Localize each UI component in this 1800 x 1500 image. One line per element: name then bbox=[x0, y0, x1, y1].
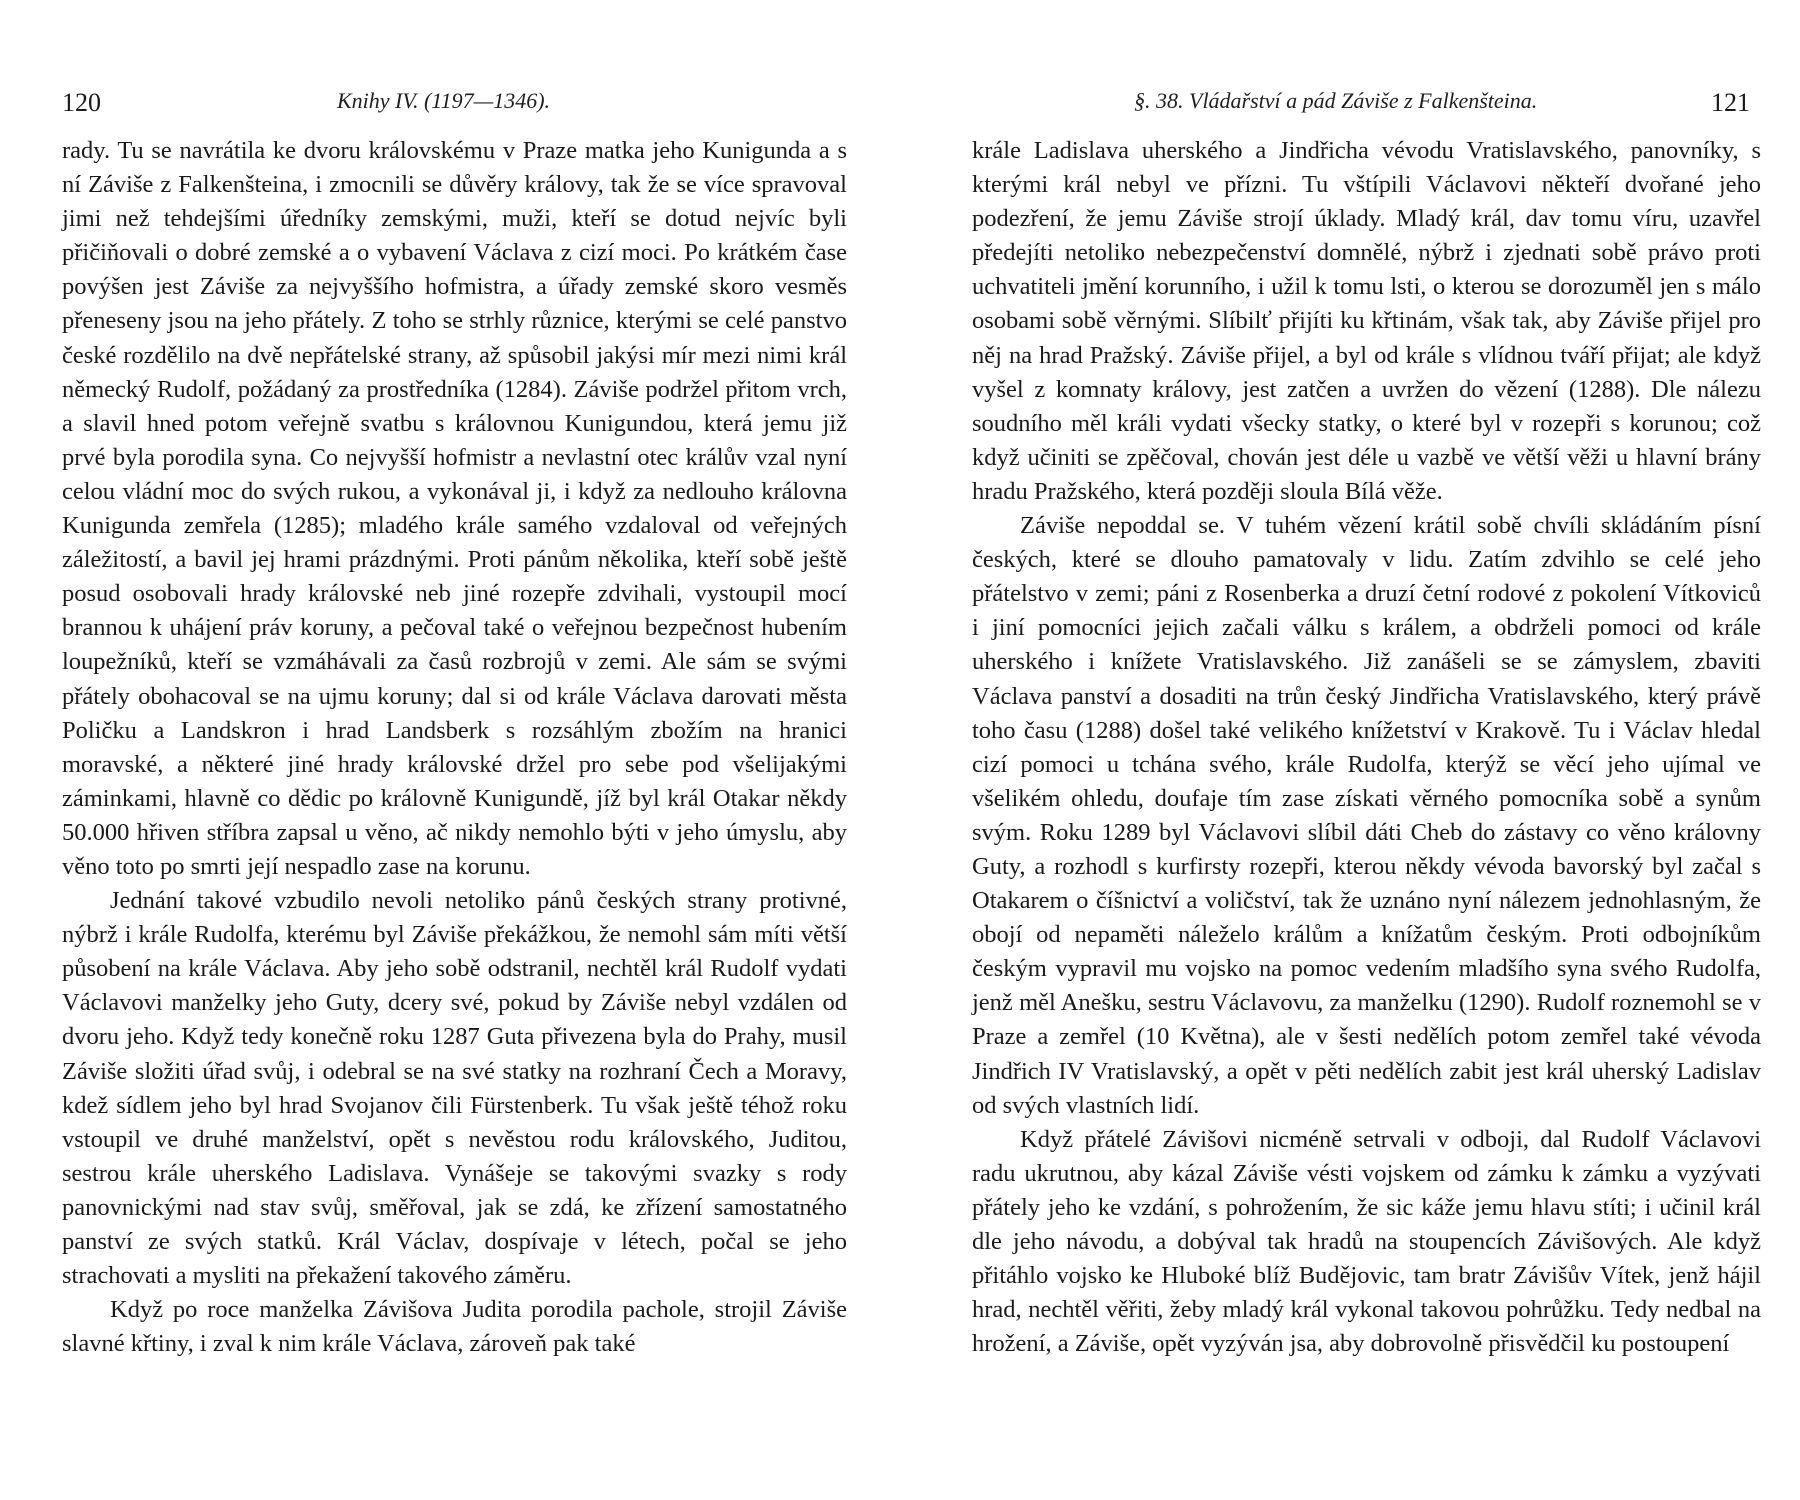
page-number: 120 bbox=[62, 88, 101, 117]
running-head: §. 38. Vládařství a pád Záviše z Falkenšteina. bbox=[1134, 88, 1538, 113]
paragraph: Když přátelé Závišovi nicméně setrvali v odboji, dal Rudolf Václavovi radu ukrutnou, aby kázal Záviše vésti vojskem od zámku k zámku a vyzývati přátely jeho ke vzdání, s pohrožením, že sic káže jemu hlavu stíti; i učinil král dle jeho návodu, a dobýval tak hradů na stoupencích Závišových. Ale když přitáhlo vojsko ke Hluboké blíž Budějovic, tam bratr Závišův Vítek, jenž hájil hrad, nechtěl věřiti, žeby mladý král vykonal takovou pohrůžku. Tedy nedbal na hrožení, a Záviše, opět vyzýván jsa, aby dobrovolně přisvědčil ku postoupení bbox=[972, 1125, 1761, 1358]
paragraph: Když po roce manželka Závišova Judita porodila pachole, strojil Záviše slavné křtiny, i zval k nim krále Václava, zároveň pak také bbox=[62, 1296, 847, 1358]
paragraph: rady. Tu se navrátila ke dvoru královskému v Praze matka jeho Kunigunda a s ní Záviše z Falkenšteina, i zmocnili se důvěry královy, tak že se více spravoval jimi než tehdejšími úředníky zemskými, muži, kteří se dotud nejvíc byli přičiňovali o dobré zemské a o vybavení Václava z cizí moci. Po krátkém čase povýšen jest Záviše za nejvyššího hofmistra, a úřady zemské skoro vesměs přeneseny jsou na jeho přátely. Z toho se strhly různice, kterými se celé panstvo české rozdělilo na dvě nepřátelské strany, až spůsobil jakýsi mír mezi nimi král německý Rudolf, požádaný za prostředníka (1284). Záviše podržel přitom vrch, a slavil hned potom veřejně svatbu s královnou Kunigundou, která jemu již prvé byla porodila syna. Co nejvyšší hofmistr a nevlastní otec králův vzal nyní celou vládní moc do svých rukou, a vykonával ji, i když za nedlouho královna Kunigunda zemřela (1285); mladého krále samého vzdaloval od veřejných záležitostí, a bavil jej hrami prázdnými. Proti pánům několika, kteří sobě ještě posud osobovali hrady královské neb jiné rozepře zdvihali, vystoupil mocí brannou k uhájení práv koruny, a pečoval také o veřejnou bezpečnost hubením loupežníků, kteří se vzmáhávali za časů rozbrojů v zemi. Ale sám se svými přátely obohacoval se na ujmu koruny; dal si od krále Václava darovati města Poličku a Landskron i hrad Landsberk s rozsáhlým zbožím na hranici moravské, a některé jiné hrady královské držel pro sebe pod všelijakými záminkami, hlavně co dědic po královně Kunigundě, jíž byl král Otakar někdy 50.000 hřiven stříbra zapsal u věno, ač nikdy nemohlo býti v jeho úmyslu, aby věno toto po smrti její nespadlo zase na korunu. bbox=[62, 137, 847, 880]
paragraph: krále Ladislava uherského a Jindřicha vévodu Vratislavského, panovníky, s kterými král nebyl ve přízni. Tu vštípili Václavovi někteří dvořané jeho podezření, že jemu Záviše strojí úklady. Mladý král, dav tomu víru, uzavřel předejíti netoliko nebezpečenství domnělé, nýbrž i zjednati sobě právo proti uchvatiteli jmění korunního, i užil k tomu lsti, o kterou se dorozuměl jen s málo osobami sobě věrnými. Slíbilť přijíti ku křtinám, však tak, aby Záviše přijel pro něj na hrad Pražský. Záviše přijel, a byl od krále s vlídnou tváří přijat; ale když vyšel z komnaty královy, jest zatčen a uvržen do vězení (1288). Dle nálezu soudního měl králi vydati všecky statky, o které byl v rozepři s korunou; což když učiniti se zpěčoval, chován jest déle u vazbě ve větší věži u hlavní brány hradu Pražského, která později sloula Bílá věže. bbox=[972, 137, 1761, 505]
page-number: 121 bbox=[1711, 88, 1750, 117]
paragraph: Záviše nepoddal se. V tuhém vězení krátil sobě chvíli skládáním písní českých, které se dlouho pamatovaly v lidu. Zatím zdvihlo se celé jeho přátelstvo v zemi; páni z Rosenberka a druzí četní rodové z pokolení Vítkoviců i jiní pomocníci jejich začali válku s králem, a obdrželi pomoci od krále uherského i knížete Vratislavského. Již zanášeli se se zámyslem, zbaviti Václava panství a dosaditi na trůn český Jindřicha Vratislavského, který právě toho času (1288) došel také velikého knížetství v Krakově. Tu i Václav hledal cizí pomoci u tchána svého, krále Rudolfa, kterýž se věcí jeho ujímal ve všelikém ohledu, doufaje tím zase získati věrného pomocníka sobě a synům svým. Roku 1289 byl Václavovi slíbil dáti Cheb do zástavy co věno královny Guty, a rozhodl s kurfirsty rozepři, kterou někdy vévoda bavorský byl začal s Otakarem o číšnictví a voličství, tak že uznáno nyní nálezem jednohlasným, že obojí od nepaměti náleželo králům a knížatům českým. Proti odbojníkům českým vypravil mu vojsko na pomoc vedením mladšího syna svého Rudolfa, jenž měl Anešku, sestru Václavovu, za manželku (1290). Rudolf roznemohl se v Praze a zemřel (10 Května), ale v šesti nedělích potom zemřel také vévoda Jindřich IV Vratislavský, a opět v pěti nedělích zabit jest král uherský Ladislav od svých vlastních lidí. bbox=[972, 512, 1761, 1119]
right-page bbox=[900, 0, 1800, 1500]
body-text bbox=[62, 134, 847, 1361]
paragraph: Jednání takové vzbudilo nevoli netoliko pánů českých strany protivné, nýbrž i krále Rudolfa, kterému byl Záviše překážkou, že nemohl sám míti větší působení na krále Václava. Aby jeho sobě odstranil, nechtěl král Rudolf vydati Václavovi manželky jeho Guty, dcery své, pokud by Záviše nebyl vzdálen od dvoru jeho. Když tedy konečně roku 1287 Guta přivezena byla do Prahy, musil Záviše složiti úřad svůj, i odebral se na své statky na rozhraní Čech a Moravy, kdež sídlem jeho byl hrad Svojanov čili Fürstenberk. Tu však ještě téhož roku vstoupil ve druhé manželství, opět s nevěstou rodu královského, Juditou, sestrou krále uherského Ladislava. Vynášeje se takovými svazky s rody panovnickými nad stav svůj, směřoval, jak se zdá, ke zřízení samostatného panství ze svých statků. Král Václav, dospívaje v létech, počal se jeho strachovati a mysliti na překažení takového záměru. bbox=[62, 887, 847, 1290]
running-head: Knihy IV. (1197—1346). bbox=[337, 88, 551, 113]
body-text bbox=[972, 134, 1761, 1361]
